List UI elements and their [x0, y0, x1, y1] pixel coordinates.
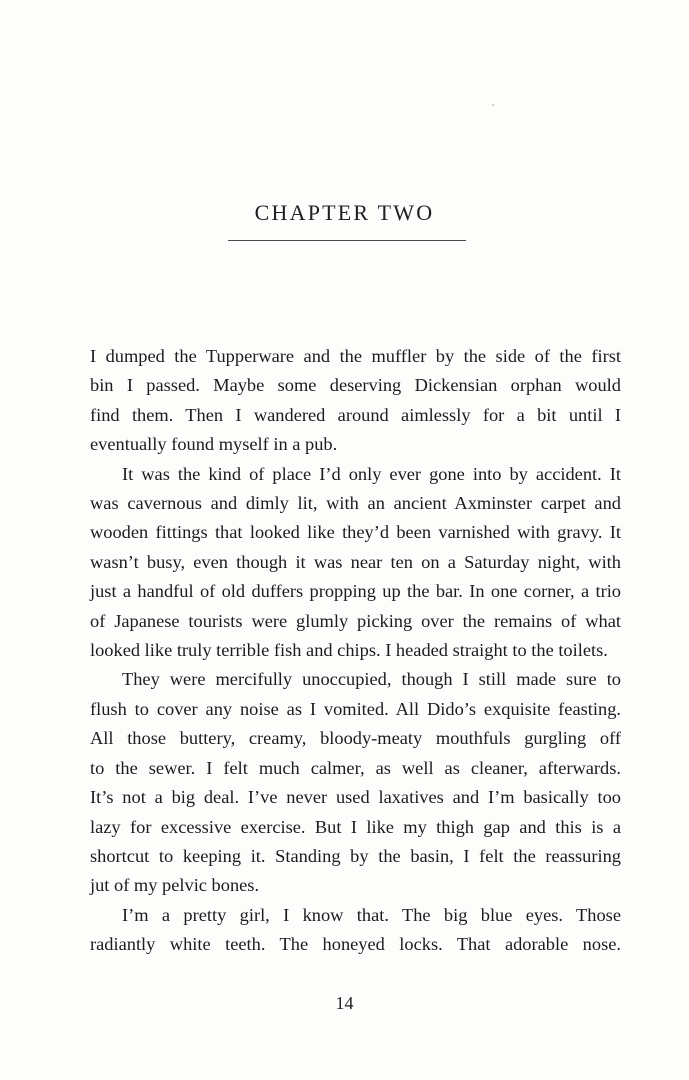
paper-speck: [492, 104, 494, 106]
page-number: 14: [335, 993, 354, 1013]
text-line: I dumped the Tupperware and the muffler by the side of the first: [90, 346, 621, 366]
text-line: find them. Then I wandered around aimlessly for a bit until I: [90, 404, 621, 425]
text-line: eventually found myself in a pub.: [90, 434, 338, 455]
paragraph-4: [90, 901, 621, 960]
body-text: [90, 342, 621, 960]
text-line: was cavernous and dimly lit, with an ancient Axminster carpet and: [90, 493, 621, 514]
text-line: They were mercifully unoccupied, though I still made sure to: [122, 669, 621, 690]
text-line: to the sewer. I felt much calmer, as well as cleaner, afterwards.: [90, 757, 621, 778]
paragraph-1: [90, 342, 621, 460]
chapter-heading: CHAPTER TWO: [254, 200, 435, 225]
text-line: I’m a pretty girl, I know that. The big blue eyes. Those: [122, 904, 621, 925]
text-line: It was the kind of place I’d only ever gone into by accident. It: [122, 463, 621, 484]
text-line: jut of my pelvic bones.: [90, 875, 260, 896]
text-line: bin I passed. Maybe some deserving Dickensian orphan would: [90, 375, 621, 396]
text-line: shortcut to keeping it. Standing by the basin, I felt the reassuring: [90, 845, 621, 866]
text-line: radiantly white teeth. The honeyed locks. That adorable nose.: [90, 934, 621, 955]
text-line: wasn’t busy, even though it was near ten on a Saturday night, with: [90, 551, 621, 572]
text-line: All those buttery, creamy, bloody-meaty mouthfuls gurgling off: [90, 728, 621, 749]
text-line: flush to cover any noise as I vomited. All Dido’s exquisite feasting.: [90, 698, 621, 719]
paragraph-2: [90, 460, 621, 666]
text-line: of Japanese tourists were glumly picking over the remains of what: [90, 610, 621, 631]
text-line: just a handful of old duffers propping up the bar. In one corner, a trio: [90, 581, 621, 602]
text-line: wooden fittings that looked like they’d been varnished with gravy. It: [90, 522, 621, 543]
text-line: lazy for excessive exercise. But I like my thigh gap and this is a: [90, 816, 621, 837]
paragraph-3: [90, 665, 621, 900]
text-line: It’s not a big deal. I’ve never used laxatives and I’m basically too: [90, 787, 621, 808]
chapter-divider-rule: [228, 240, 466, 241]
text-line: looked like truly terrible fish and chips. I headed straight to the toilets.: [90, 640, 608, 661]
